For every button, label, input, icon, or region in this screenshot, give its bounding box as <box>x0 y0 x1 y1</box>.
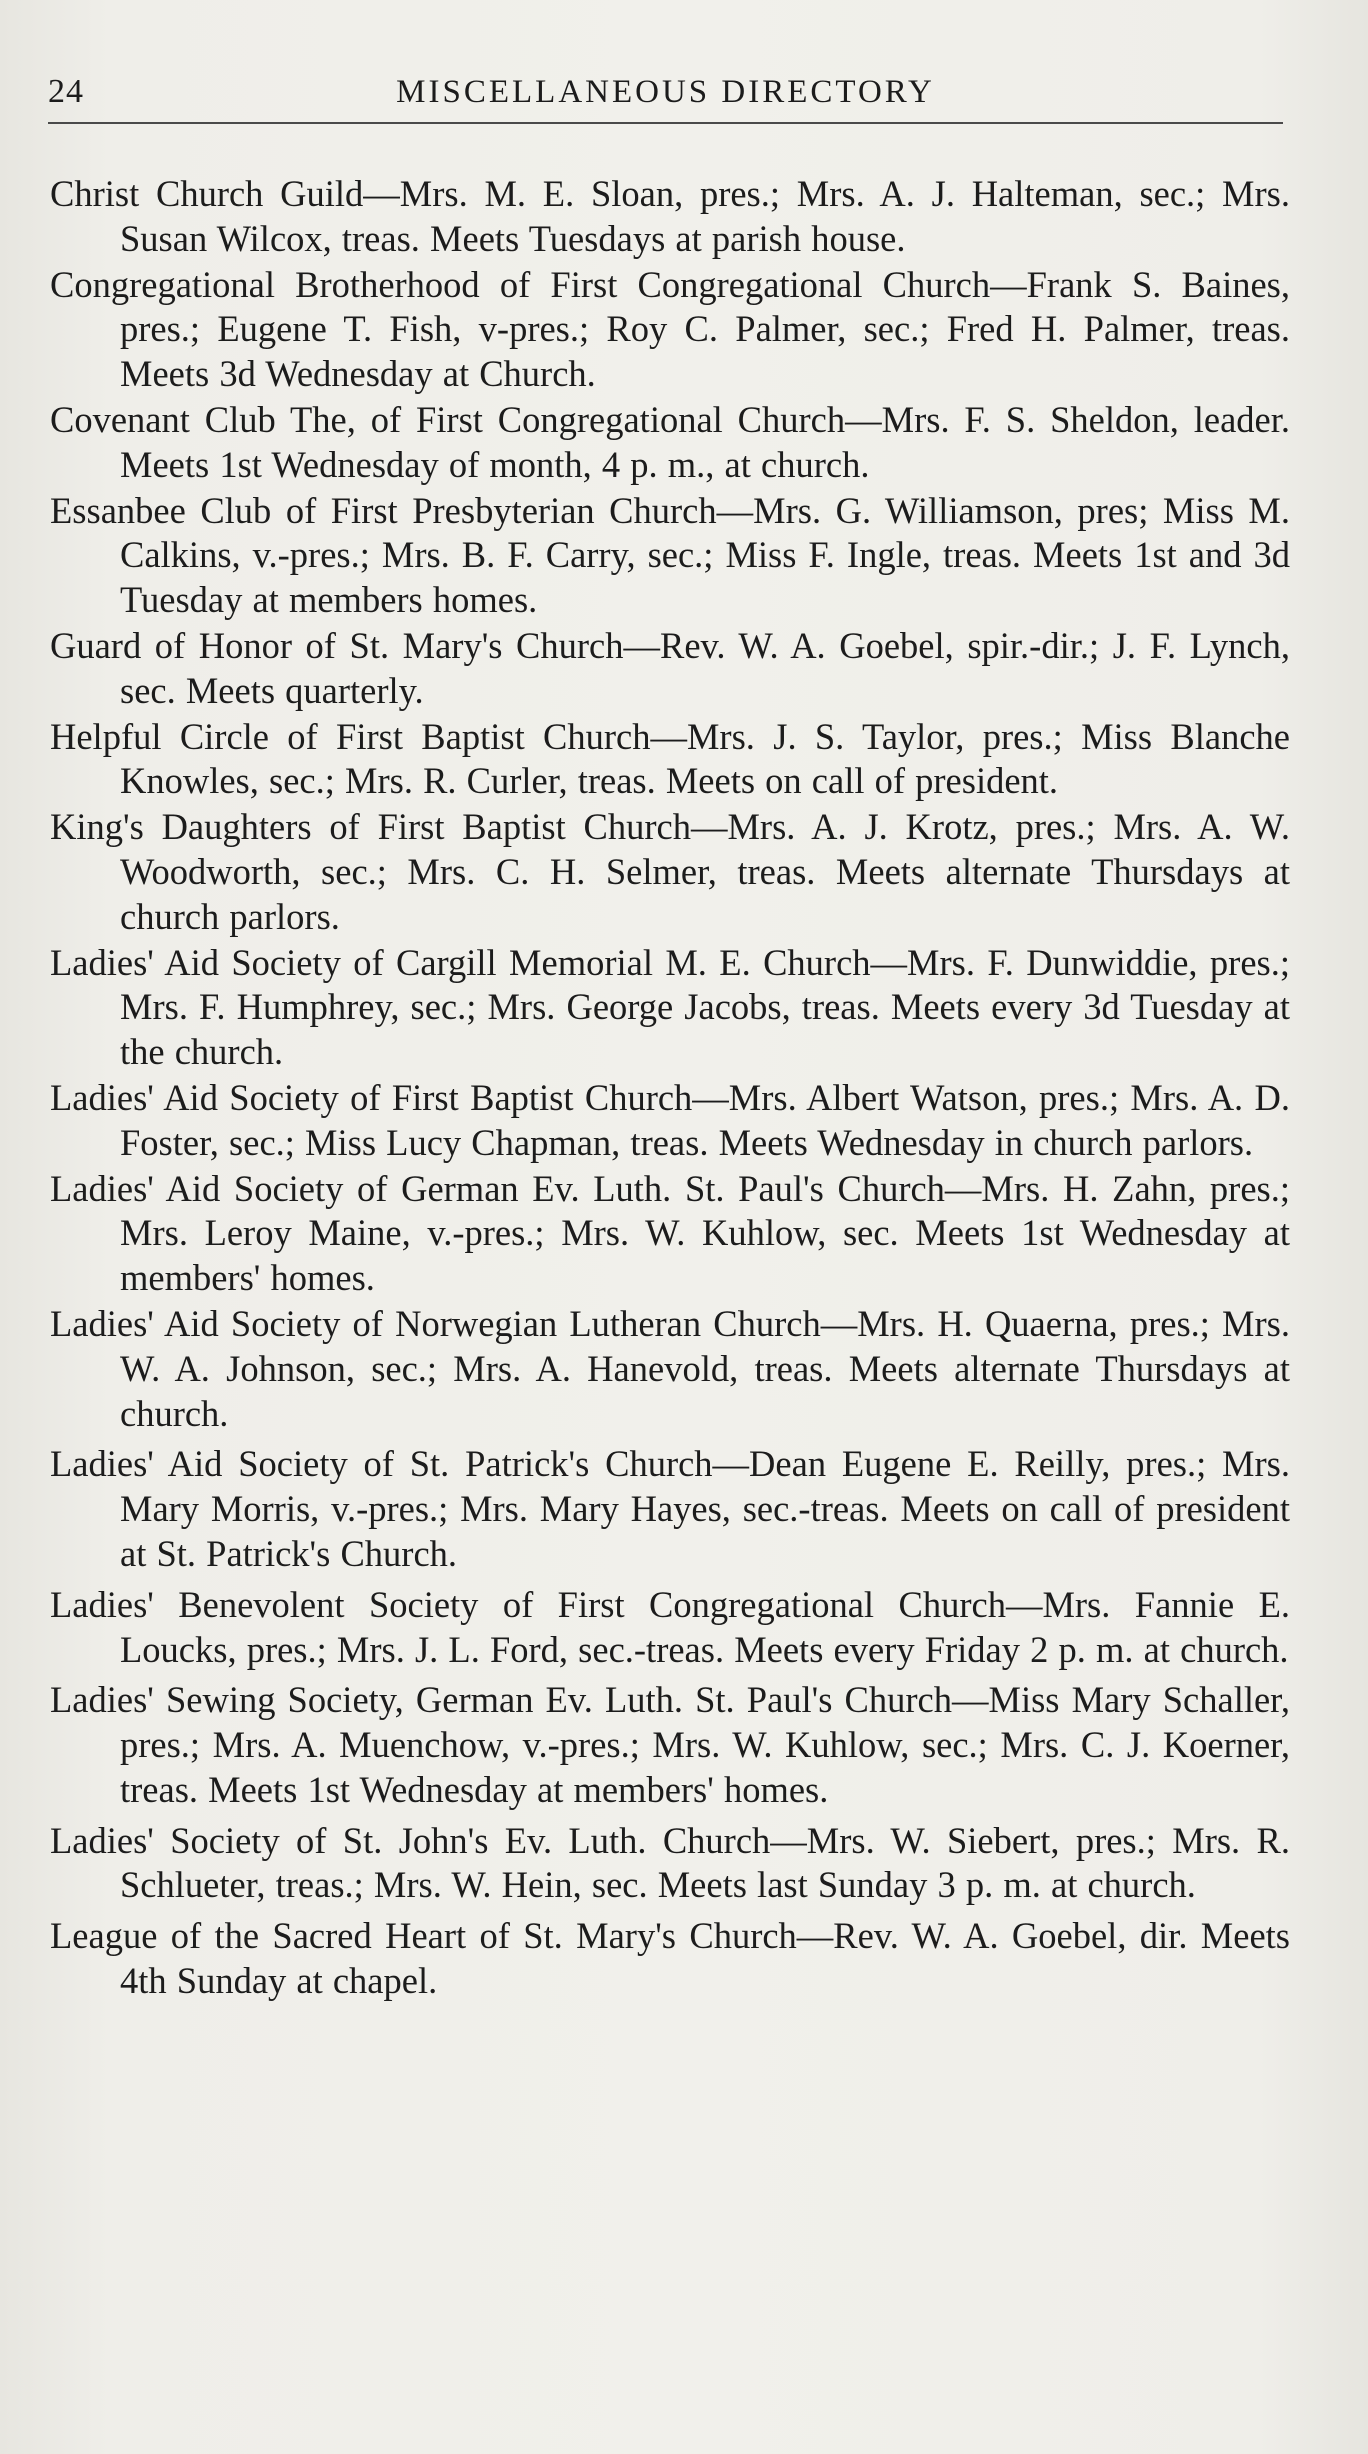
directory-entries <box>50 172 1290 2005</box>
directory-entry: Guard of Honor of St. Mary's Church—Rev. W. A. Goebel, spir.-dir.; J. F. Lynch, sec. Meets quarterly. <box>50 624 1290 711</box>
directory-entry: League of the Sacred Heart of St. Mary's Church—Rev. W. A. Goebel, dir. Meets 4th Sunday at chapel. <box>50 1915 1290 2002</box>
directory-entry: Covenant Club The, of First Congregational Church—Mrs. F. S. Sheldon, leader. Meets 1st Wednesday of month, 4 p. m., at church. <box>50 398 1290 485</box>
directory-entry: Helpful Circle of First Baptist Church—Mrs. J. S. Taylor, pres.; Miss Blanche Knowles, sec.; Mrs. R. Curler, treas. Meets on call of president. <box>50 715 1290 802</box>
page-header <box>48 66 1283 118</box>
page-number: 24 <box>48 73 84 110</box>
directory-entry: Essanbee Club of First Presbyterian Church—Mrs. G. Williamson, pres; Miss M. Calkins, v.-pres.; Mrs. B. F. Carry, sec.; Miss F. Ingle, treas. Meets 1st and 3d Tuesday at members homes. <box>50 489 1290 621</box>
directory-entry: Ladies' Aid Society of Norwegian Lutheran Church—Mrs. H. Quaerna, pres.; Mrs. W. A. Johnson, sec.; Mrs. A. Hanevold, treas. Meets alternate Thursdays at church. <box>50 1302 1290 1434</box>
directory-entry: Ladies' Benevolent Society of First Congregational Church—Mrs. Fannie E. Loucks, pres.; Mrs. J. L. Ford, sec.-treas. Meets every Friday 2 p. m. at church. <box>50 1583 1290 1670</box>
directory-entry: Congregational Brotherhood of First Congregational Church—Frank S. Baines, pres.; Eugene T. Fish, v-pres.; Roy C. Palmer, sec.; Fred H. Palmer, treas. Meets 3d Wednesday at Church. <box>50 263 1290 395</box>
directory-entry: Ladies' Aid Society of First Baptist Church—Mrs. Albert Watson, pres.; Mrs. A. D. Foster, sec.; Miss Lucy Chapman, treas. Meets Wednesday in church parlors. <box>50 1076 1290 1163</box>
header-rule <box>48 122 1283 124</box>
directory-entry: Ladies' Aid Society of German Ev. Luth. St. Paul's Church—Mrs. H. Zahn, pres.; Mrs. Leroy Maine, v.-pres.; Mrs. W. Kuhlow, sec. Meets 1st Wednesday at members' homes. <box>50 1167 1290 1299</box>
directory-entry: King's Daughters of First Baptist Church—Mrs. A. J. Krotz, pres.; Mrs. A. W. Woodworth, sec.; Mrs. C. H. Selmer, treas. Meets alternate Thursdays at church parlors. <box>50 806 1290 937</box>
directory-entry: Christ Church Guild—Mrs. M. E. Sloan, pres.; Mrs. A. J. Halteman, sec.; Mrs. Susan Wilcox, treas. Meets Tuesdays at parish house. <box>50 173 1290 259</box>
directory-entry: Ladies' Sewing Society, German Ev. Luth. St. Paul's Church—Miss Mary Schaller, pres.; Mrs. A. Muenchow, v.-pres.; Mrs. W. Kuhlow, sec.; Mrs. C. J. Koerner, treas. Meets 1st Wednesday at members' homes. <box>50 1679 1290 1810</box>
directory-entry: Ladies' Aid Society of St. Patrick's Church—Dean Eugene E. Reilly, pres.; Mrs. Mary Morris, v.-pres.; Mrs. Mary Hayes, sec.-treas. Meets on call of president at St. Patrick's Church. <box>50 1443 1290 1574</box>
directory-entry: Ladies' Aid Society of Cargill Memorial M. E. Church—Mrs. F. Dunwiddie, pres.; Mrs. F. Humphrey, sec.; Mrs. George Jacobs, treas. Meets every 3d Tuesday at the church. <box>50 941 1290 1073</box>
directory-entry: Ladies' Society of St. John's Ev. Luth. Church—Mrs. W. Siebert, pres.; Mrs. R. Schlueter, treas.; Mrs. W. Hein, sec. Meets last Sunday 3 p. m. at church. <box>50 1819 1290 1906</box>
running-head: MISCELLANEOUS DIRECTORY <box>396 74 935 110</box>
